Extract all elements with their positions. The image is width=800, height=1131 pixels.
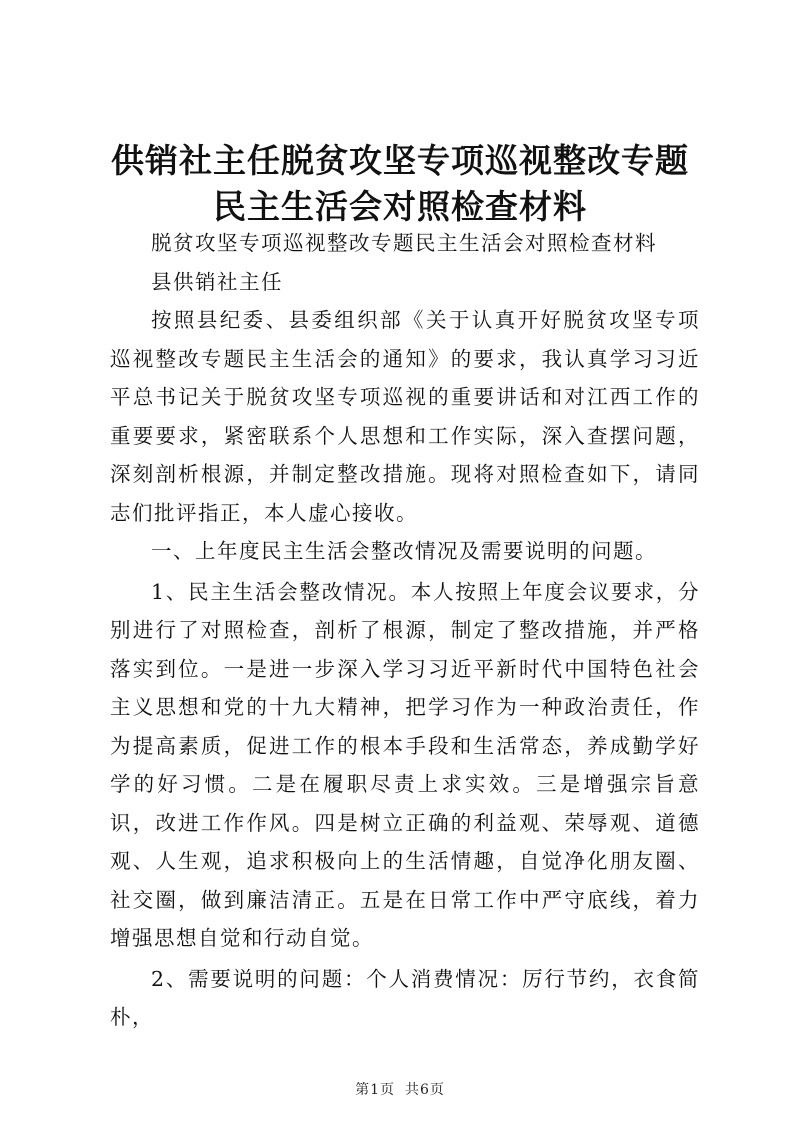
- explanation-paragraph: 2、需要说明的问题：个人消费情况：厉行节约，衣食简朴，: [110, 966, 700, 1029]
- intro-paragraph: 按照县纪委、县委组织部《关于认真开好脱贫攻坚专项巡视整改专题民主生活会的通知》的要求，我认真学习习近平总书记关于脱贫攻坚专项巡视的重要讲话和对江西工作的重要要求，紧密联系个人思想和工作实际，深入查摆问题，深刻剖析根源，并制定整改措施。现将对照检查如下，请同志们批评指正，本人虚心接收。: [110, 308, 700, 525]
- document-body: [110, 224, 700, 1037]
- section-heading-1: 一、上年度民主生活会整改情况及需要说明的问题。: [151, 539, 657, 563]
- page-total: 共6页: [405, 1082, 445, 1098]
- document-title: 供销社主任脱贫攻坚专项巡视整改专题民主生活会对照检查材料: [111, 141, 689, 226]
- author-paragraph: 县供销社主任: [151, 269, 283, 294]
- page-footer: [0, 1080, 800, 1100]
- rectification-paragraph: 1、民主生活会整改情况。本人按照上年度会议要求，分别进行了对照检查，剖析了根源，制定了整改措施，并严格落实到位。一是进一步深入学习习近平新时代中国特色社会主义思想和党的十九大精神，把学习作为一种政治责任，作为提高素质，促进工作的根本手段和生活常态，养成勤学好学的好习惯。二是在履职尽责上求实效。三是增强宗旨意识，改进工作作风。四是树立正确的利益观、荣辱观、道德观、人生观，追求积极向上的生活情趣，自觉净化朋友圈、社交圈，做到廉洁清正。五是在日常工作中严守底线，着力增强思想自觉和行动自觉。: [110, 579, 700, 950]
- subtitle-paragraph: 脱贫攻坚专项巡视整改专题民主生活会对照检查材料: [151, 231, 657, 255]
- page-number: 第1页: [355, 1082, 395, 1098]
